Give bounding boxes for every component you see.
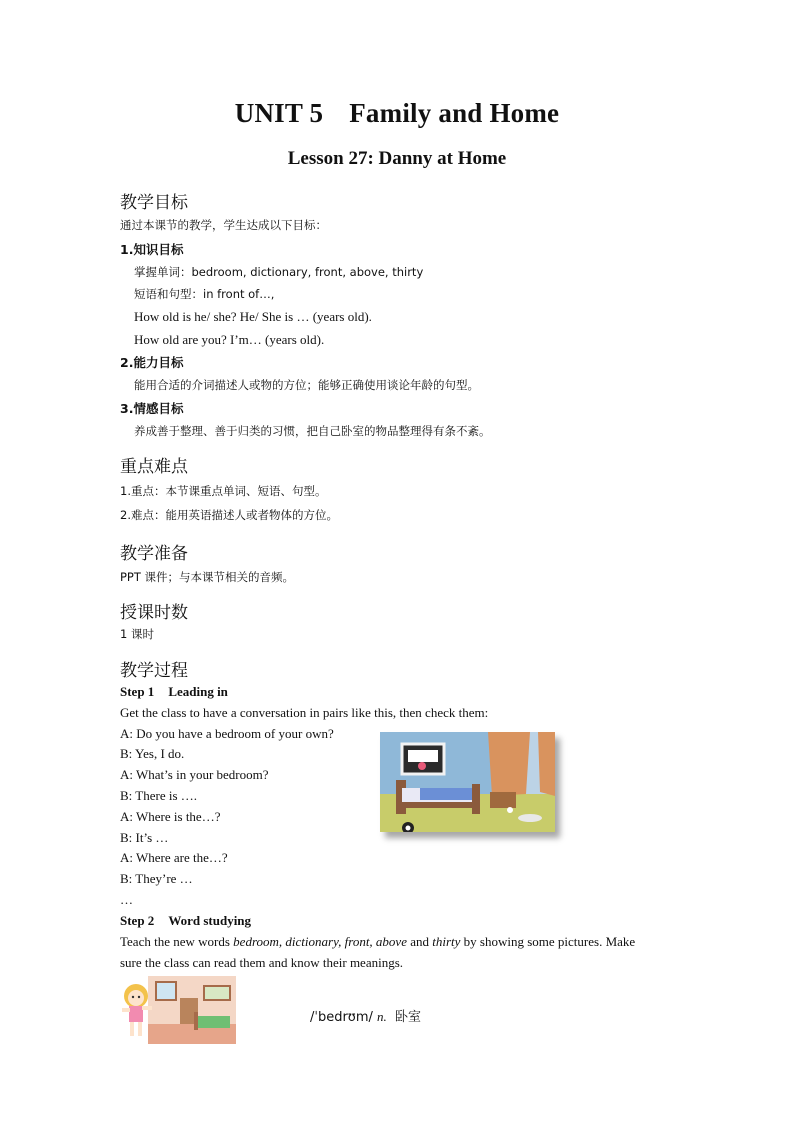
- dialogue-line: B: It’s …: [120, 830, 169, 845]
- knowledge-words: 掌握单词：bedroom, dictionary, front, above, thirty: [134, 265, 424, 279]
- new-words: bedroom, dictionary, front, above: [233, 934, 407, 949]
- dialogue-line: B: There is ….: [120, 788, 198, 803]
- dialogue-line: B: Yes, I do.: [120, 746, 185, 761]
- lesson-title: Lesson 27: Danny at Home: [287, 148, 507, 169]
- emotion-text: 养成善于整理、善于归类的习惯，把自己卧室的物品整理得有条不紊。: [134, 424, 491, 438]
- step2-text: by showing some pictures. Make: [460, 934, 636, 949]
- step2-text: Teach the new words: [120, 934, 234, 949]
- word-meaning: 卧室: [395, 1010, 422, 1025]
- step2-name: Word studying: [168, 913, 252, 928]
- step2-heading: [120, 913, 251, 929]
- dialogue-line: …: [120, 892, 133, 907]
- dialogue-line: A: Where are the…?: [120, 850, 228, 865]
- bedroom-illustration: [380, 732, 555, 832]
- phonetic: /ˈbedrʊm/: [310, 1010, 373, 1025]
- dialogue-line: A: Where is the…?: [120, 809, 221, 824]
- step2-line-2: sure the class can read them and know their meanings.: [120, 955, 404, 970]
- step1-heading: [120, 684, 228, 700]
- hours-heading: 授课时数: [120, 603, 188, 623]
- objectives-intro: 通过本课节的教学，学生达成以下目标：: [120, 218, 327, 232]
- knowledge-sentence-2: How old are you? I’m… (years old).: [134, 332, 325, 347]
- girl-bedroom-illustration: [118, 976, 236, 1044]
- emotion-heading: 3.情感目标: [120, 401, 184, 416]
- ability-heading: 2.能力目标: [120, 355, 184, 370]
- dialogue-line: A: What’s in your bedroom?: [120, 767, 269, 782]
- knowledge-sentence-1: How old is he/ she? He/ She is … (years old).: [134, 309, 372, 324]
- step2-text: and: [406, 934, 433, 949]
- preparation-text: PPT 课件；与本课节相关的音频。: [120, 570, 295, 584]
- vocab-entry: [310, 1006, 421, 1025]
- ability-text: 能用合适的介词描述人或物的方位；能够正确使用谈论年龄的句型。: [134, 378, 479, 392]
- key-point-text: 1.重点：本节课重点单词、短语、句型。: [120, 484, 327, 498]
- knowledge-heading: 1.知识目标: [120, 242, 184, 257]
- knowledge-phrases: 短语和句型：in front of…,: [134, 287, 275, 301]
- bedroom-picture: [380, 732, 555, 832]
- key-points-heading: 重点难点: [120, 457, 188, 477]
- unit-name: Family and Home: [349, 98, 560, 128]
- preparation-heading: 教学准备: [120, 544, 188, 564]
- step1-name: Leading in: [168, 684, 228, 699]
- part-of-speech: n.: [377, 1009, 387, 1024]
- unit-number: UNIT 5: [234, 98, 324, 128]
- objectives-heading: 教学目标: [120, 193, 188, 213]
- step1-intro: Get the class to have a conversation in pairs like this, then check them:: [120, 705, 489, 720]
- process-heading: 教学过程: [120, 661, 188, 681]
- step1-label: Step 1: [120, 684, 155, 699]
- step2-label: Step 2: [120, 913, 155, 928]
- new-word-thirty: thirty: [432, 934, 461, 949]
- dialogue-line: B: They’re …: [120, 871, 193, 886]
- difficult-point-text: 2.难点：能用英语描述人或者物体的方位。: [120, 508, 338, 522]
- hours-text: 1 课时: [120, 627, 154, 641]
- step2-line-1: [120, 934, 635, 950]
- girl-bedroom-picture: [118, 976, 236, 1044]
- unit-title: [0, 98, 794, 129]
- dialogue-line: A: Do you have a bedroom of your own?: [120, 726, 334, 741]
